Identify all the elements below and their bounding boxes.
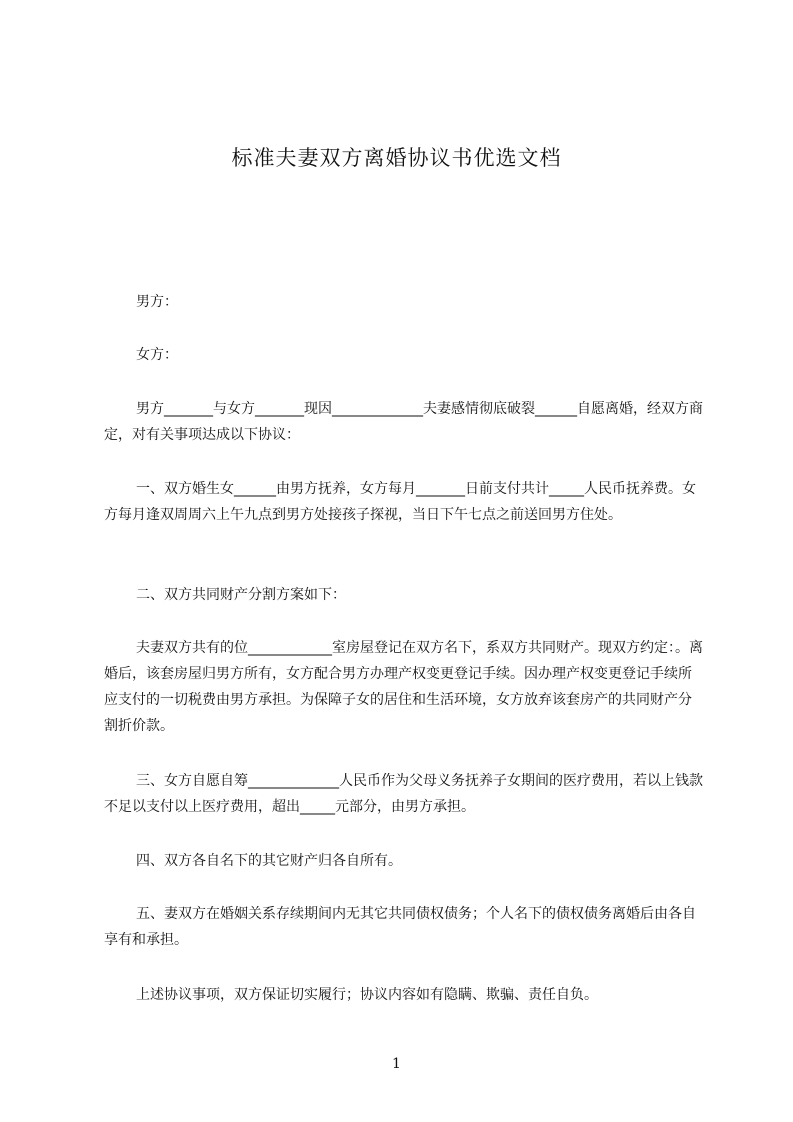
closing-paragraph: 上述协议事项，双方保证切实履行；协议内容如有隐瞒、欺骗、责任自负。 — [136, 987, 598, 1003]
page-number: 1 — [392, 1056, 401, 1072]
document-title: 标准夫妻双方离婚协议书优选文档 — [231, 146, 562, 170]
intro-paragraph: 男方_______与女方_______现因_____________夫妻感情彻底破裂______自愿离婚，经双方商定，对有关事项达成以下协议： — [104, 401, 703, 443]
clause-1-paragraph: 一、双方婚生女______由男方抚养，女方每月_______日前支付共计_____人民币抚养费。女方每月逢双周周六上午九点到男方处接孩子探视，当日下午七点之前送回男方住处。 — [104, 481, 696, 523]
clause-2-heading: 二、双方共同财产分割方案如下： — [136, 587, 346, 603]
clause-3-paragraph: 三、女方自愿自筹_____________人民币作为父母义务抚养子女期间的医疗费用，若以上钱款不足以支付以上医疗费用，超出_____元部分，由男方承担。 — [104, 773, 703, 815]
female-party-line: 女方： — [136, 347, 178, 363]
clause-4-paragraph: 四、双方各自名下的其它财产归各自所有。 — [136, 853, 402, 869]
male-party-line: 男方： — [136, 294, 178, 310]
clause-2-paragraph: 夫妻双方共有的位____________室房屋登记在双方名下，系双方共同财产。现双方约定：。离婚后，该套房屋归男方所有，女方配合男方办理产权变更登记手续。因办理产权变更登记手续所应支付的一切税费由男方承担。为保障子女的居住和生活环境，女方放弃该套房产的共同财产分割折价款。 — [104, 640, 703, 734]
clause-5-paragraph: 五、妻双方在婚姻关系存续期间内无其它共同债权债务；个人名下的债权债务离婚后由各自享有和承担。 — [104, 906, 696, 948]
